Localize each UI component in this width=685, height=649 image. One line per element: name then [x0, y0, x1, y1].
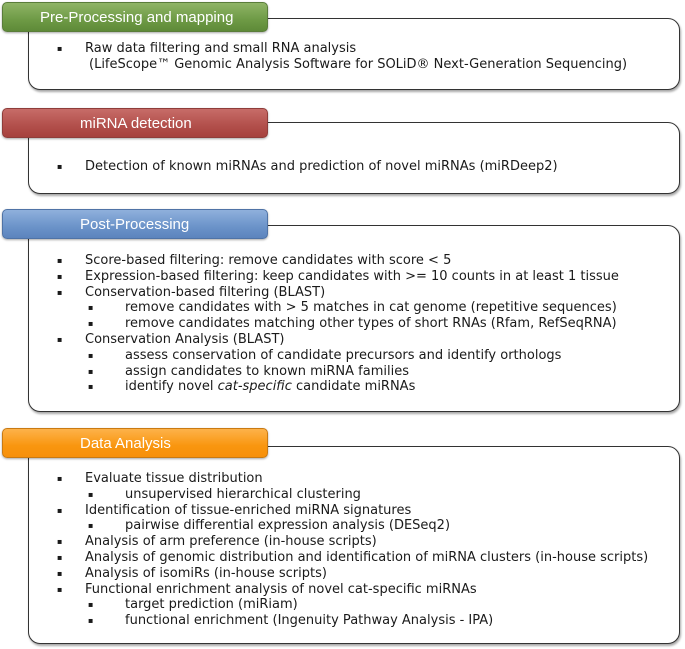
text-pre: identify novel — [125, 379, 218, 395]
section-header-mirna-detection — [2, 108, 268, 138]
section-header-postprocessing — [2, 209, 268, 239]
list-subitem: ▪ assign candidates to known miRNA families — [29, 364, 619, 380]
list-subitem: ▪ pairwise differential expression analysis (DESeq2) — [29, 518, 648, 534]
list-item: ▪ Conservation Analysis (BLAST) — [29, 332, 619, 348]
section-data-analysis-box — [28, 446, 680, 644]
list-subitem: ▪ remove candidates with > 5 matches in cat genome (repetitive sequences) — [29, 300, 619, 316]
list-subitem — [29, 379, 619, 395]
list-item: ▪ Evaluate tissue distribution — [29, 471, 648, 487]
list-subitem: ▪ target prediction (miRiam) — [29, 597, 648, 613]
list-item: ▪ Raw data filtering and small RNA analysis — [29, 41, 627, 57]
list-item: ▪ Analysis of arm preference (in-house scripts) — [29, 534, 648, 550]
section-title: miRNA detection — [80, 115, 192, 132]
list-subitem: ▪ assess conservation of candidate precursors and identify orthologs — [29, 348, 619, 364]
section-postprocessing-box — [28, 225, 680, 412]
section-preprocessing-list — [29, 41, 627, 73]
list-item: ▪ Detection of known miRNAs and prediction of novel miRNAs (miRDeep2) — [29, 159, 558, 175]
list-item: ▪ Analysis of isomiRs (in-house scripts) — [29, 566, 648, 582]
section-header-data-analysis — [2, 428, 268, 458]
section-postprocessing-list — [29, 253, 619, 395]
section-title: Post-Processing — [80, 216, 190, 233]
section-title: Pre-Processing and mapping — [40, 9, 234, 26]
list-item: ▪ Identification of tissue-enriched miRNA signatures — [29, 503, 648, 519]
list-subitem: ▪ functional enrichment (Ingenuity Pathway Analysis - IPA) — [29, 613, 648, 629]
section-mirna-detection-list — [29, 159, 558, 175]
list-item-continuation: (LifeScope™ Genomic Analysis Software for SOLiD® Next-Generation Sequencing) — [89, 56, 628, 72]
list-item: ▪ Analysis of genomic distribution and identification of miRNA clusters (in-house scripts) — [29, 550, 648, 566]
list-item: ▪ Score-based filtering: remove candidates with score < 5 — [29, 253, 619, 269]
list-subitem: ▪ unsupervised hierarchical clustering — [29, 487, 648, 503]
section-title: Data Analysis — [80, 435, 171, 452]
list-subitem: ▪ remove candidates matching other types of short RNAs (Rfam, RefSeqRNA) — [29, 316, 619, 332]
section-header-preprocessing — [2, 2, 268, 32]
section-data-analysis-list — [29, 471, 648, 629]
text-post: candidate miRNAs — [291, 379, 416, 395]
text-emphasis: cat-specific — [217, 379, 292, 395]
list-item: ▪ Functional enrichment analysis of novel cat-specific miRNAs — [29, 582, 648, 598]
list-item: ▪ Expression-based filtering: keep candidates with >= 10 counts in at least 1 tissue — [29, 269, 619, 285]
list-item: ▪ Conservation-based filtering (BLAST) — [29, 285, 619, 301]
